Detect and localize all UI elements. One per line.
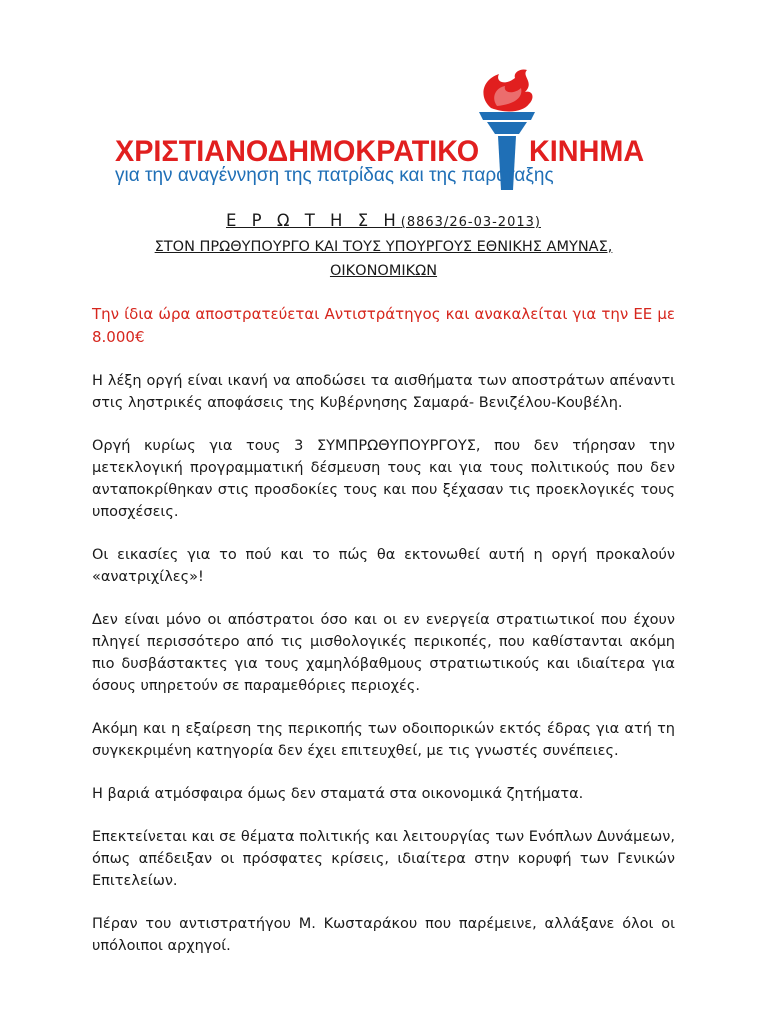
document-body [92, 210, 675, 957]
logo-tagline: για την αναγέννηση της πατρίδας και της παράταξης [115, 165, 554, 186]
paragraph: Δεν είναι μόνο οι απόστρατοι όσο και οι εν ενεργεία στρατιωτικοί που έχουν πληγεί περισσότερο από τις μισθολογικές περικοπές, που καθίστανται ακόμη πιο δυσβάστακτες για τους χαμηλόβαθμους στρατιωτικούς και ιδιαίτερα για όσους υπηρετούν σε παραμεθόριες περιοχές. [92, 612, 675, 694]
subject-line: Την ίδια ώρα αποστρατεύεται Αντιστράτηγος και ανακαλείται για την ΕΕ με 8.000€ [92, 305, 675, 346]
document-reference: (8863/26-03-2013) [400, 215, 541, 230]
logo-word-left: ΧΡΙΣΤΙΑΝΟΔΗΜΟΚΡΑΤΙΚΟ [115, 135, 480, 168]
paragraph: Ακόμη και η εξαίρεση της περικοπής των οδοιπορικών εκτός έδρας για ατή τη συγκεκριμένη κατηγορία δεν έχει επιτευχθεί, με τις γνωστές συνέπειες. [92, 721, 675, 759]
logo-word-right: ΚΙΝΗΜΑ [529, 135, 645, 168]
recipient-line-1: ΣΤΟΝ ΠΡΩΘΥΠΟΥΡΓΟ ΚΑΙ ΤΟΥΣ ΥΠΟΥΡΓΟΥΣ ΕΘΝΙΚΗΣ ΑΜΥΝΑΣ, [154, 239, 613, 255]
recipient-line-2: ΟΙΚΟΝΟΜΙΚΩΝ [329, 263, 438, 279]
paragraph: Οι εικασίες για το πού και το πώς θα εκτονωθεί αυτή η οργή προκαλούν «ανατριχίλες»! [92, 547, 675, 585]
document-heading [92, 210, 675, 234]
paragraph: Πέραν του αντιστρατήγου Μ. Κωσταράκου που παρέμεινε, αλλάξανε όλοι οι υπόλοιποι αρχηγοί. [92, 916, 675, 954]
paragraph: Οργή κυρίως για τους 3 ΣΥΜΠΡΩΘΥΠΟΥΡΓΟΥΣ, που δεν τήρησαν την μετεκλογική προγραμματική δέσμευση τους και για τους πολιτικούς που δεν ανταποκρίθηκαν στις προσδοκίες τους και που ξέχασαν τις προεκλογικές τους υποσχέσεις. [92, 438, 675, 520]
party-logo [115, 68, 655, 196]
paragraph: Η λέξη οργή είναι ικανή να αποδώσει τα αισθήματα των αποστράτων απέναντι στις ληστρικές αποφάσεις της Κυβέρνησης Σαμαρά- Βενιζέλου-Κουβέλη. [92, 373, 675, 411]
document-title: Ε Ρ Ω Τ Η Σ Η [226, 211, 401, 230]
paragraph: Η βαριά ατμόσφαιρα όμως δεν σταματά στα οικονομικά ζητήματα. [92, 786, 584, 802]
paragraph: Επεκτείνεται και σε θέματα πολιτικής και λειτουργίας των Ενόπλων Δυνάμεων, όπως απέδειξαν οι πρόσφατες κρίσεις, ιδιαίτερα στην κορυφή των Γενικών Επιτελείων. [92, 829, 675, 889]
